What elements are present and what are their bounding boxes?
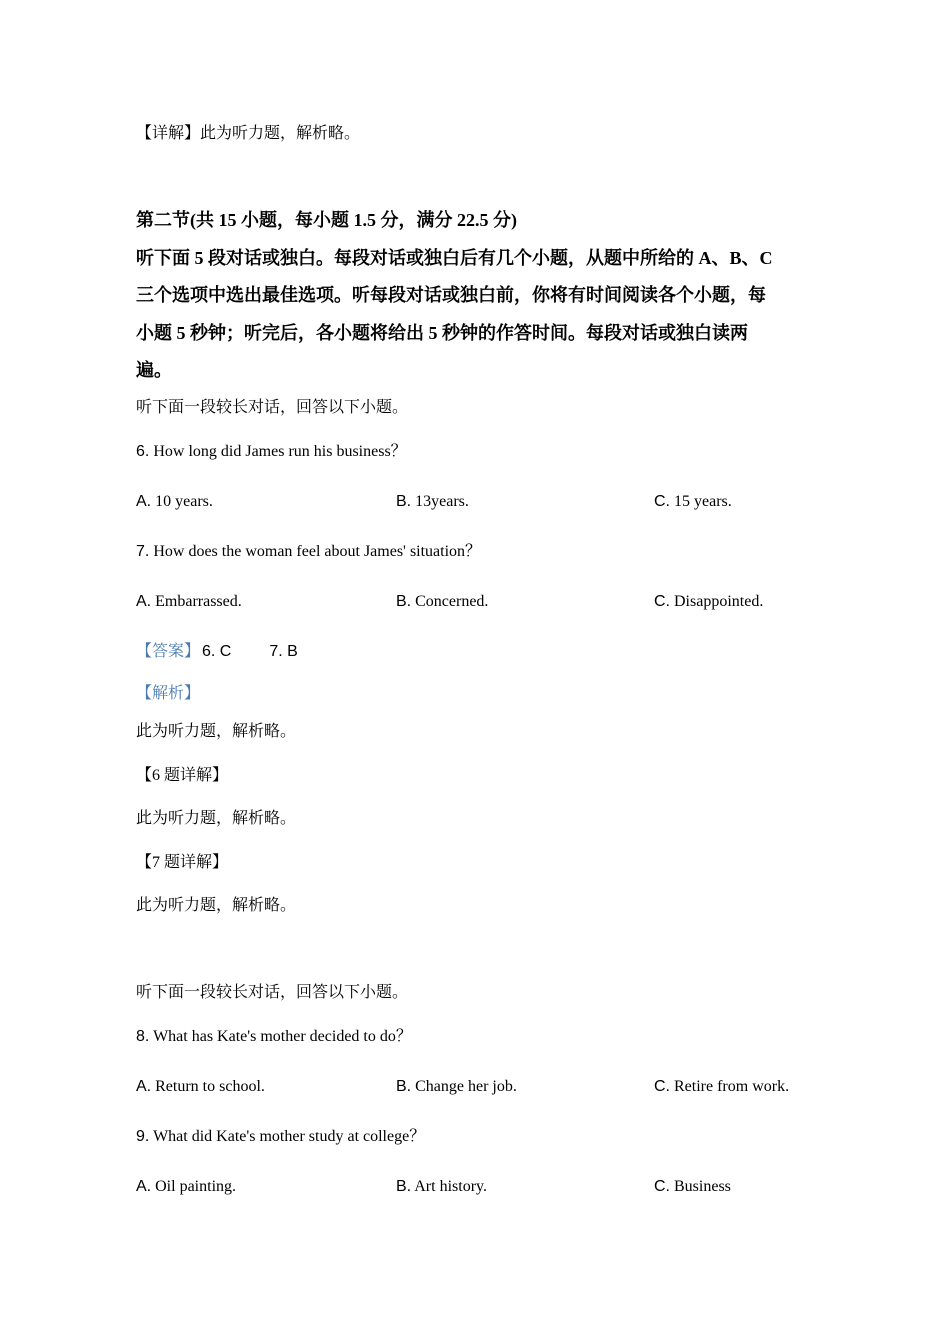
analysis-label: 【解析】: [136, 685, 201, 702]
question-9: [136, 1127, 425, 1147]
section-title: 第二节(共 15 小题，每小题 1.5 分，满分 22.5 分): [136, 210, 517, 230]
q6-option-b: B. 13years.: [396, 493, 469, 510]
question-8: [136, 1027, 412, 1047]
q7-option-b: B. Concerned.: [396, 593, 489, 610]
instruction-line-1: 听下面 5 段对话或独白。每段对话或独白后有几个小题，从题中所给的 A、B、C: [136, 248, 773, 268]
detail-top: 【详解】此为听力题，解析略。: [136, 125, 361, 142]
q9-option-b: B. Art history.: [396, 1178, 487, 1195]
q9-option-a: A. Oil painting.: [136, 1178, 237, 1195]
q7-option-c: C. Disappointed.: [654, 593, 764, 610]
answer-6: 6. C: [202, 643, 232, 660]
answer-7: 7. B: [269, 643, 298, 660]
question-number: 8.: [136, 1028, 150, 1045]
detail-6-label: 【6 题详解】: [136, 767, 229, 784]
question-text: How long did James run his business？: [153, 443, 407, 460]
detail-7-label: 【7 题详解】: [136, 854, 229, 871]
instruction-line-2: 三个选项中选出最佳选项。听每段对话或独白前，你将有时间阅读各个小题，每: [136, 285, 766, 305]
group2-intro: 听下面一段较长对话，回答以下小题。: [136, 984, 409, 1001]
question-text: What has Kate's mother decided to do？: [153, 1028, 412, 1045]
instruction-line-4: 遍。: [136, 360, 172, 380]
group1-intro: 听下面一段较长对话，回答以下小题。: [136, 399, 409, 416]
q7-option-a: A. Embarrassed.: [136, 593, 242, 610]
q9-option-c: C. Business: [654, 1178, 731, 1195]
instruction-line-3: 小题 5 秒钟；听完后，各小题将给出 5 秒钟的作答时间。每段对话或独白读两: [136, 323, 748, 343]
question-number: 6.: [136, 443, 150, 460]
q6-option-c: C. 15 years.: [654, 493, 732, 510]
question-number: 9.: [136, 1128, 150, 1145]
q8-option-b: B. Change her job.: [396, 1078, 517, 1095]
question-number: 7.: [136, 543, 150, 560]
question-text: What did Kate's mother study at college？: [153, 1128, 426, 1145]
question-6: [136, 442, 407, 462]
answer-label: 【答案】: [136, 643, 201, 660]
detail-7-text: 此为听力题，解析略。: [136, 897, 297, 914]
q8-option-c: C. Retire from work.: [654, 1078, 790, 1095]
answer-line: [136, 642, 298, 662]
question-7: [136, 542, 481, 562]
q6-option-a: A. 10 years.: [136, 493, 213, 510]
detail-6-text: 此为听力题，解析略。: [136, 810, 297, 827]
question-text: How does the woman feel about James' situation？: [153, 543, 482, 560]
analysis-text: 此为听力题，解析略。: [136, 723, 297, 740]
q8-option-a: A. Return to school.: [136, 1078, 265, 1095]
